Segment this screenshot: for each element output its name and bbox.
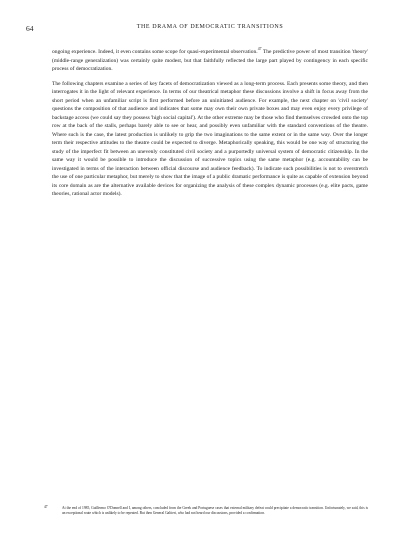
footnote-text: At the end of 1985, Guillermo O'Donnell and I, among others, concluded from the Greek and Portuguese cases that external military defeat could precipitate a democratic transition. Unfortunately, we said, this is an exceptional route which is unlikely to be repeated. But then General Galtieri, who had not heard our discussions, provided a confirmation. xyxy=(62,506,368,516)
paragraph-2: The following chapters examine a series of key facets of democratization viewed as a long-term process. Each presents some theory, and then interrogates it in the light of relevant experience. In terms of our theatrical metaphor these discussions involve a shift in focus away from the short period when an unfamiliar script is first performed before an uninitiated audience. For example, the next chapter on 'civil society' questions the composition of that audience and indicates that some may own their own private boxes and may even enjoy every privilege of backstage access (we could say they possess 'high social capital'). At the other extreme may be those who find themselves crowded onto the top row at the back of the stalls, perhaps barely able to see or hear, and possibly even unfamiliar with the standard conventions of the theatre. Where such is the case, the latest production is unlikely to grip the two imaginations to the same extent or in the same way. Over the longer term their respective attitudes to the theatre could be expected to diverge. Metaphorically speaking, this would be one way of structuring the study of the imperfect fit between an unevenly constituted civil society and a purportedly universal system of democratic citizenship. In the same way it would be possible to introduce the discussion of successive topics using the same metaphor (e.g. accountability can be investigated in terms of the interaction between official discourse and audience feedback). To indicate such possibilities is not to overstretch the use of one particular metaphor, but merely to show that the image of a public dramatic performance is quite as capable of extension beyond its core domain as are the alternative available devices for organizing the analysis of these complex dynamic processes (e.g. elite pacts, game theories, rational actor models). xyxy=(52,80,369,197)
body-text xyxy=(52,48,368,205)
page-number: 64 xyxy=(26,24,34,33)
page-header xyxy=(26,24,394,36)
footnote-reference: 47 xyxy=(257,47,262,52)
footnote xyxy=(44,505,368,516)
paragraph-1-text: ongoing experience. Indeed, it even contains some scope for quasi-experimental observation. xyxy=(52,49,258,55)
footnotes xyxy=(44,505,368,516)
paragraph-1-rest: The predictive power of most transition 'theory' (middle-range generalization) was certainly quite modest, but that faithfully reflected the large part played by contingency in each specific process of democratization. xyxy=(52,49,368,72)
paragraph-1 xyxy=(52,48,368,74)
footnote-number: 47 xyxy=(44,505,48,509)
running-head: THE DRAMA OF DEMOCRATIC TRANSITIONS xyxy=(136,24,284,30)
